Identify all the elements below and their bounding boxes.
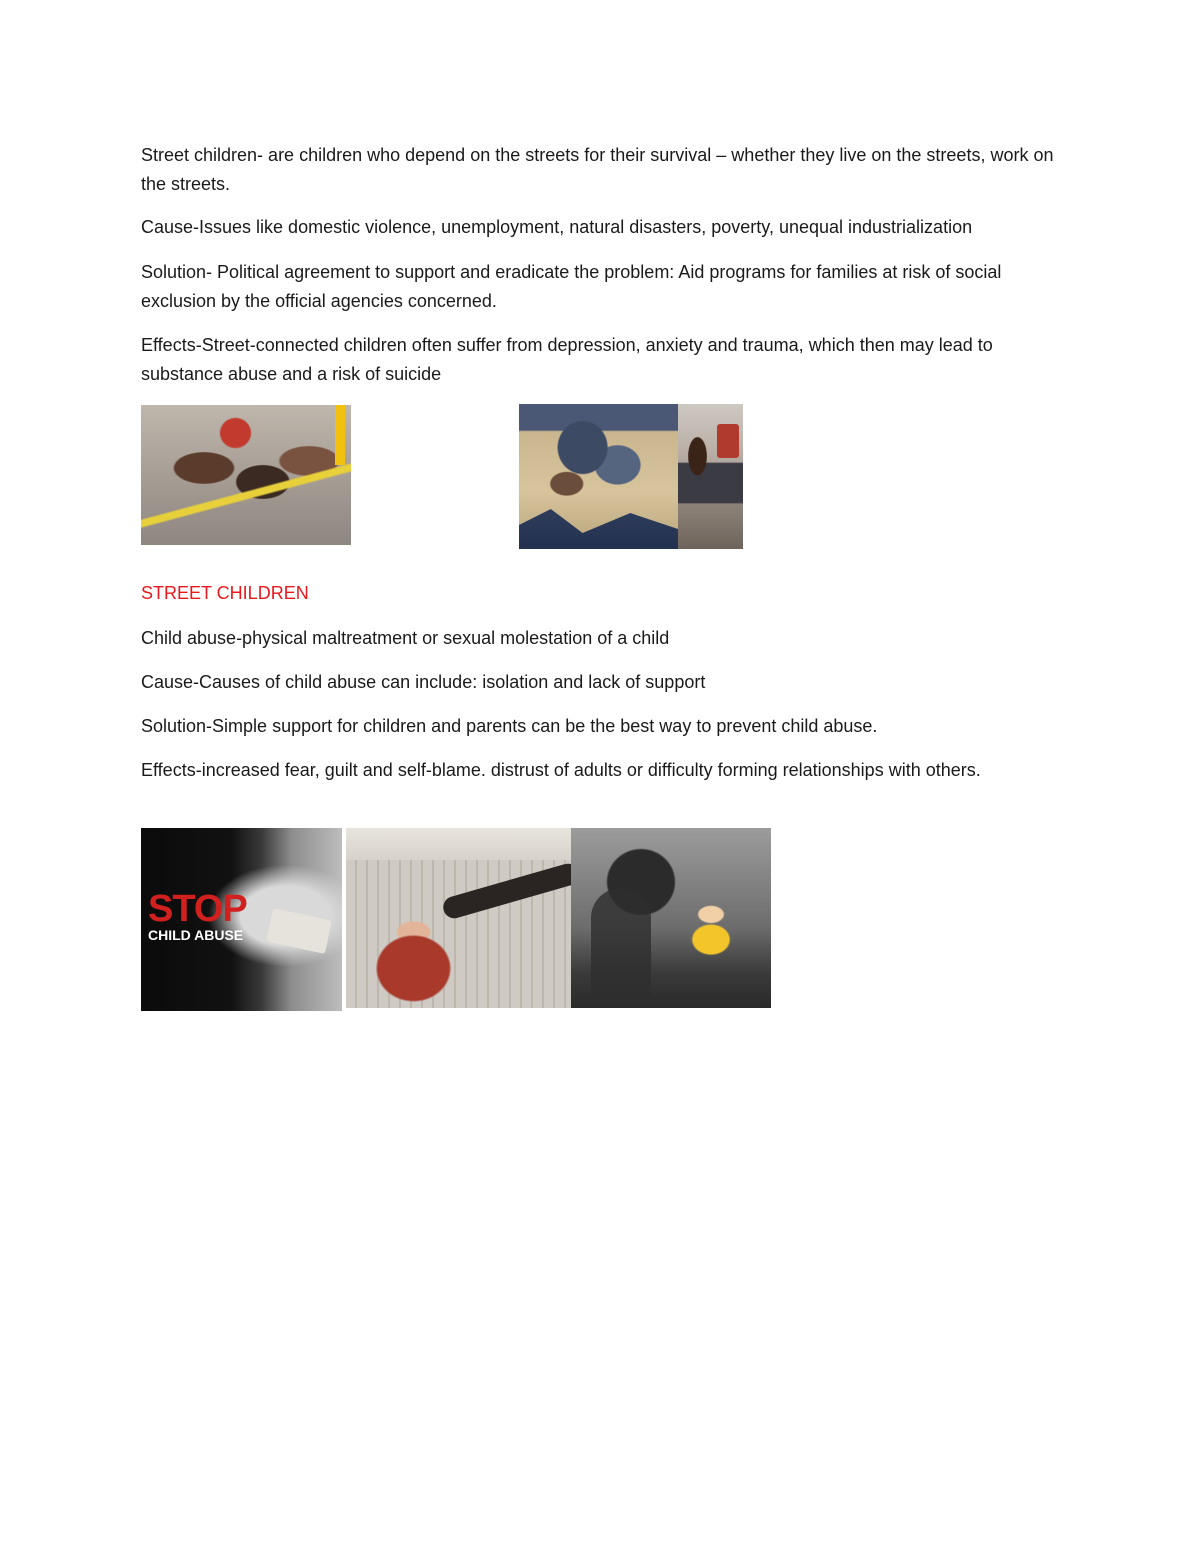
street-children-cause: Cause-Issues like domestic violence, unemployment, natural disasters, poverty, unequal industrialization <box>141 217 973 237</box>
poster-title: STOP <box>148 888 247 930</box>
children-sleeping-photo <box>519 404 678 549</box>
street-children-sitting-photo <box>141 405 351 545</box>
street-children-effects: Effects-Street-connected children often suffer from depression, anxiety and trauma, which then may lead to substance abuse and a risk of suicide <box>141 335 993 384</box>
child-abuse-definition: Child abuse-physical maltreatment or sexual molestation of a child <box>141 628 670 648</box>
street-children-heading: STREET CHILDREN <box>141 583 309 603</box>
child-abuse-solution: Solution-Simple support for children and parents can be the best way to prevent child abuse. <box>141 716 878 736</box>
tape-graphic <box>266 908 332 954</box>
poster-subtitle: CHILD ABUSE <box>148 927 244 943</box>
stop-child-abuse-poster <box>141 828 342 1011</box>
shadow-cartoon-girl-image <box>571 828 771 1008</box>
child-railway-photo <box>678 404 743 549</box>
girl-teddy-pointing-photo <box>346 828 571 1008</box>
child-abuse-cause: Cause-Causes of child abuse can include: isolation and lack of support <box>141 672 706 692</box>
street-children-solution: Solution- Political agreement to support and eradicate the problem: Aid programs for families at risk of social exclusion by the official agencies concerned. <box>141 262 1002 311</box>
child-abuse-effects: Effects-increased fear, guilt and self-blame. distrust of adults or difficulty forming relationships with others. <box>141 760 981 780</box>
street-children-definition: Street children- are children who depend on the streets for their survival – whether they live on the streets, work on the streets. <box>141 145 1054 194</box>
